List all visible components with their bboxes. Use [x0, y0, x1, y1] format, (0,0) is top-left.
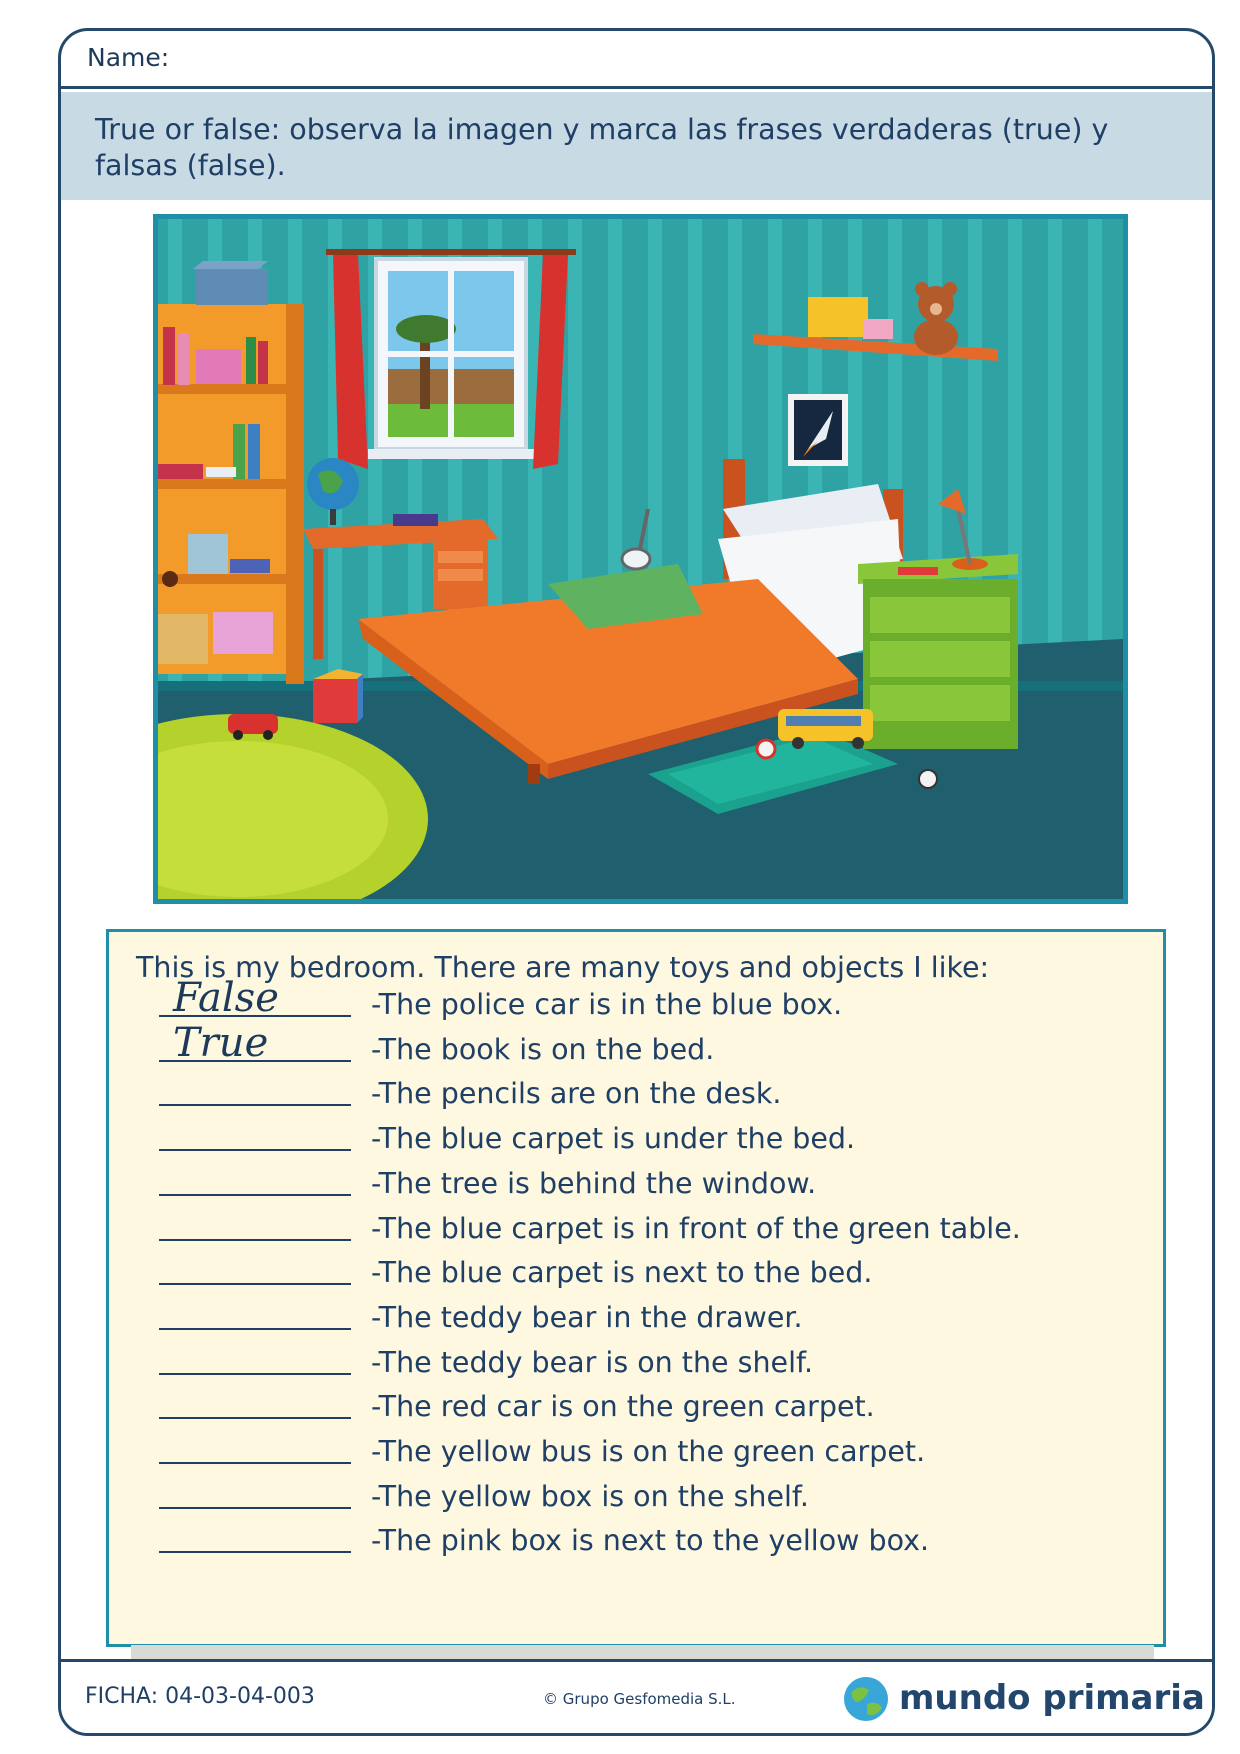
- statement-text: -The tree is behind the window.: [371, 1166, 817, 1200]
- answer-blank[interactable]: [159, 1381, 351, 1419]
- exercise-item: [109, 1511, 1163, 1561]
- book-on-desk: [393, 514, 438, 526]
- toy-block: [313, 669, 363, 723]
- answer-blank[interactable]: [159, 975, 351, 1021]
- ball: [757, 740, 775, 758]
- exercise-item: [109, 1154, 1163, 1204]
- statement-text: -The blue carpet is in front of the green table.: [371, 1211, 1021, 1245]
- answer-blank[interactable]: [159, 1292, 351, 1330]
- yellow-box: [808, 297, 868, 337]
- handwritten-answer: True: [173, 1019, 269, 1066]
- name-field[interactable]: [61, 31, 1212, 89]
- statement-text: -The yellow box is on the shelf.: [371, 1479, 809, 1513]
- worksheet: [58, 28, 1215, 1736]
- exercise-item: [109, 1288, 1163, 1338]
- exercise-item: [109, 1422, 1163, 1472]
- instructions-text: True or false: observa la imagen y marca las frases verdaderas (true) y falsas (false).: [95, 113, 1109, 182]
- robot: [188, 534, 228, 574]
- name-label: Name:: [87, 43, 170, 72]
- footer: [61, 1659, 1212, 1736]
- bedroom-illustration: [153, 214, 1128, 904]
- answer-blank[interactable]: [159, 1337, 351, 1375]
- statement-text: -The yellow bus is on the green carpet.: [371, 1435, 926, 1468]
- answer-blank[interactable]: [159, 1158, 351, 1196]
- answer-blank[interactable]: [159, 1426, 351, 1464]
- answer-blank[interactable]: [159, 1113, 351, 1151]
- ball-2: [919, 770, 937, 788]
- instructions-band: [61, 92, 1212, 200]
- statement-text: -The police car is in the blue box.: [371, 988, 843, 1021]
- statement-text: -The blue carpet is under the bed.: [371, 1122, 856, 1156]
- statement-text: -The book is on the bed.: [371, 1032, 715, 1066]
- blue-box: [193, 261, 268, 305]
- worksheet-code: FICHA: 04-03-04-003: [85, 1684, 315, 1709]
- answer-blank[interactable]: [159, 1019, 351, 1066]
- exercise-item: [109, 1109, 1163, 1159]
- globe-icon: [843, 1676, 889, 1722]
- rocket-poster: [788, 394, 848, 466]
- green-table: [858, 554, 1018, 749]
- statement-text: -The red car is on the green carpet.: [371, 1390, 875, 1424]
- handwritten-answer: False: [173, 975, 279, 1021]
- exercise-item: [109, 1377, 1163, 1427]
- answer-blank[interactable]: [159, 1247, 351, 1285]
- answer-blank[interactable]: [159, 1068, 351, 1106]
- pink-box: [863, 319, 893, 339]
- brand-name: mundo primaria: [899, 1678, 1205, 1718]
- answer-blank[interactable]: [159, 1471, 351, 1509]
- exercise-item: [109, 1467, 1163, 1517]
- exercise-intro: This is my bedroom. There are many toys and objects I like:: [136, 951, 990, 984]
- exercise-item: [109, 975, 1163, 1025]
- answer-blank[interactable]: [159, 1203, 351, 1241]
- statement-text: -The pencils are on the desk.: [371, 1077, 782, 1111]
- exercise-item: [109, 1243, 1163, 1293]
- exercise-item: [109, 1333, 1163, 1383]
- exercise-box-shadow: [131, 1645, 1154, 1659]
- statement-text: -The teddy bear is on the shelf.: [371, 1345, 814, 1379]
- statement-text: -The teddy bear in the drawer.: [371, 1300, 803, 1334]
- exercise-box: [106, 929, 1166, 1647]
- exercise-item: [109, 1199, 1163, 1249]
- statement-text: -The blue carpet is next to the bed.: [371, 1256, 873, 1290]
- exercise-item: [109, 1064, 1163, 1114]
- exercise-item: [109, 1020, 1163, 1070]
- statement-text: -The pink box is next to the yellow box.: [371, 1524, 930, 1558]
- answer-blank[interactable]: [159, 1515, 351, 1553]
- bookshelf: [158, 304, 304, 684]
- copyright: © Grupo Gesfomedia S.L.: [543, 1690, 736, 1708]
